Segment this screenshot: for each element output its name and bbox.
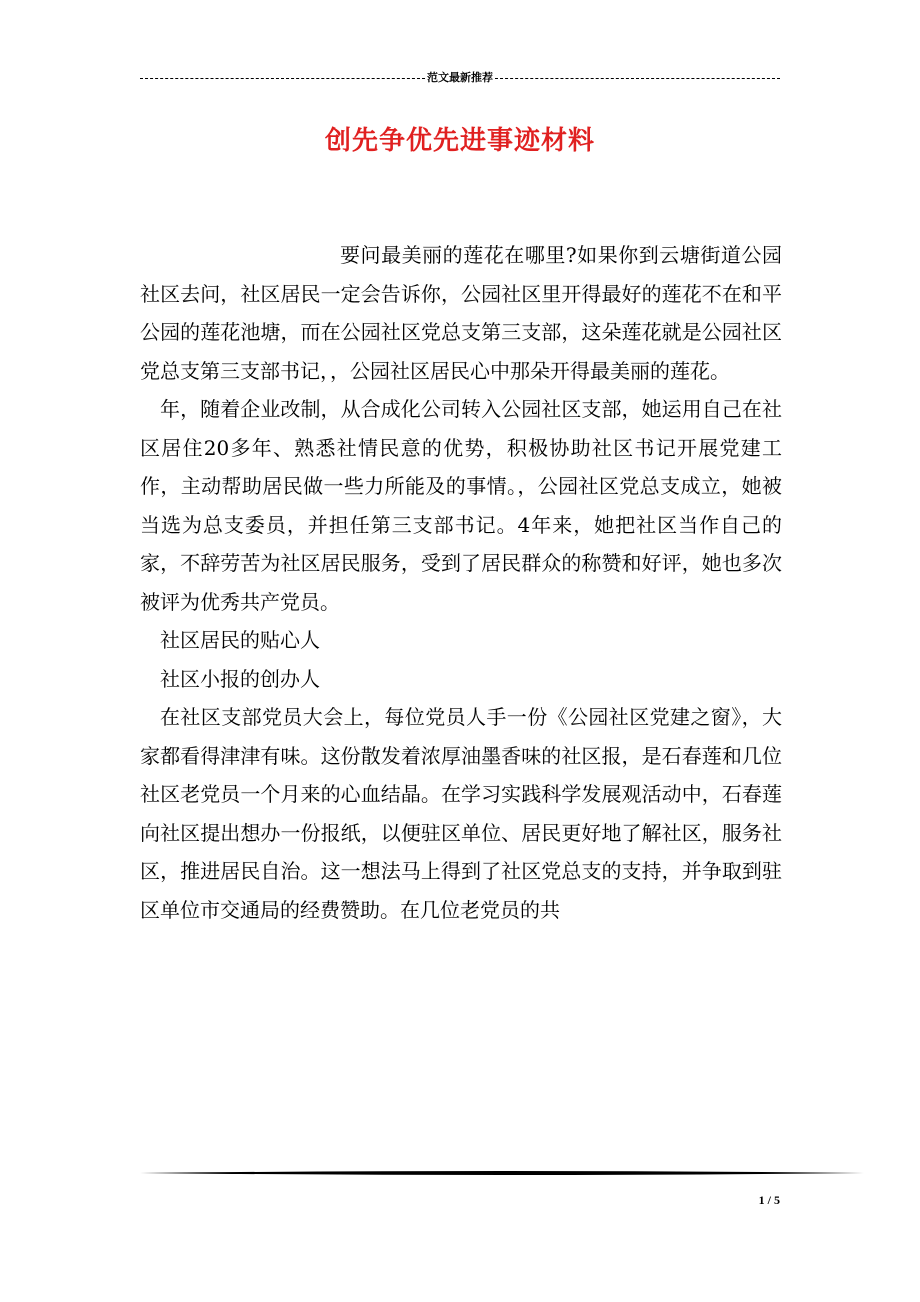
header-label: 范文最新推荐	[427, 72, 493, 84]
page-number: 1 / 5	[758, 1193, 780, 1207]
section-heading-1: 社区居民的贴心人	[160, 628, 320, 652]
header-dashes-left	[140, 78, 425, 79]
header-dashes-right	[495, 78, 780, 79]
footer-rule	[140, 1170, 864, 1176]
section-heading-2: 社区小报的创办人	[160, 666, 320, 691]
paragraph-1: 要问最美丽的莲花在哪里?如果你到云塘街道公园社区去问，社区居民一定会告诉你，公园社区里开得最好的莲花不在和平公园的莲花池塘，而在公园社区党总支第三支部，这朵莲花就是公园社区党总支第三支部书记，，公园社区居民心中那朵开得最美丽的莲花。	[140, 243, 782, 383]
page-header	[140, 68, 780, 86]
paragraph-3: 在社区支部党员大会上，每位党员人手一份《公园社区党建之窗》，大家都看得津津有味。这份散发着浓厚油墨香味的社区报，是石春莲和几位社区老党员一个月来的心血结晶。在学习实践科学发展观活动中，石春莲向社区提出想办一份报纸，以便驻区单位、居民更好地了解社区，服务社区，推进居民自治。这一想法马上得到了社区党总支的支持，并争取到驻区单位市交通局的经费赞助。在几位老党员的共	[140, 705, 782, 922]
document-title: 创先争优先进事迹材料	[324, 126, 595, 156]
paragraph-2: 年，随着企业改制，从合成化公司转入公园社区支部，她运用自己在社区居住20多年、熟悉社情民意的优势，积极协助社区书记开展党建工作，主动帮助居民做一些力所能及的事情。，公园社区党总支成立，她被当选为总支委员，并担任第三支部书记。4年来，她把社区当作自己的家，不辞劳苦为社区居民服务，受到了居民群众的称赞和好评，她也多次被评为优秀共产党员。	[140, 397, 782, 614]
document-body	[140, 236, 782, 929]
